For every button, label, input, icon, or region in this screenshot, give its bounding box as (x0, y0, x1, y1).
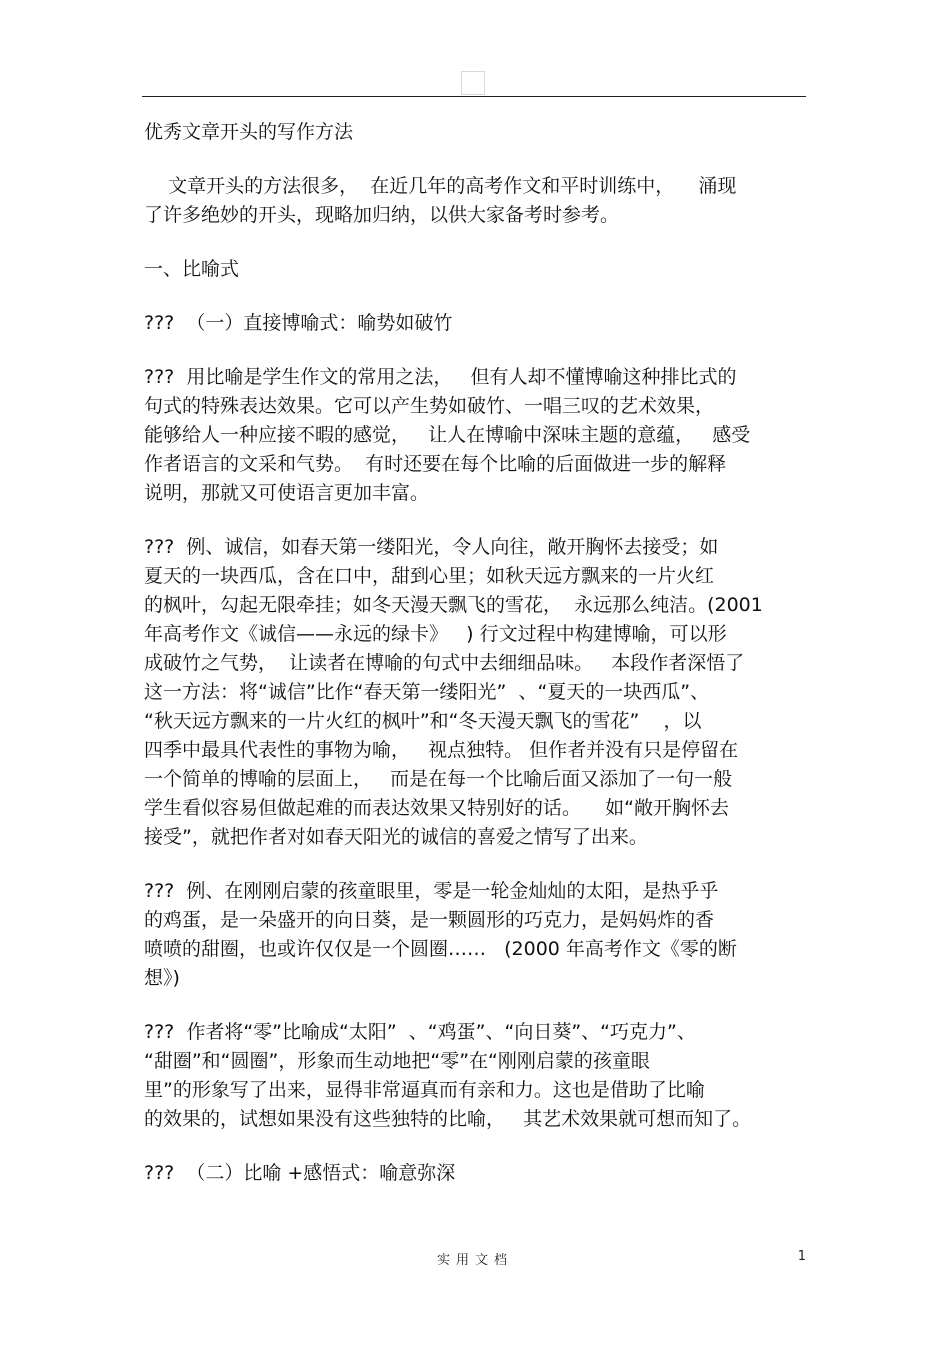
text-line: 四季中最具代表性的事物为喻， 视点独特。 但作者并没有只是停留在 (144, 739, 739, 761)
text-line: 作者语言的文采和气势。 有时还要在每个比喻的后面做进一步的解释 (144, 453, 727, 475)
text-line: ??? 作者将“零”比喻成“太阳” 、“鸡蛋”、“向日葵”、“巧克力”、 (144, 1021, 696, 1043)
document-title: 优秀文章开头的写作方法 (144, 121, 354, 143)
paragraph-example-2 (144, 877, 806, 993)
text-line: 的效果的，试想如果没有这些独特的比喻， 其艺术效果就可想而知了。 (144, 1108, 752, 1130)
paragraph-example-1 (144, 533, 806, 852)
paragraph-gap (144, 1134, 806, 1159)
text-line: 学生看似容易但做起难的而表达效果又特别好的话。 如“敞开胸怀去 (144, 797, 730, 819)
document-body (144, 118, 806, 1188)
paragraph-gap (144, 147, 806, 172)
text-line: ??? （一）直接博喻式：喻势如破竹 (144, 312, 453, 334)
text-line: 接受”，就把作者对如春天阳光的诚信的喜爱之情写了出来。 (144, 826, 648, 848)
text-line: 这一方法：将“诚信”比作“春天第一缕阳光” 、“夏天的一块西瓜”、 (144, 681, 710, 703)
paragraph-explanation-1 (144, 363, 806, 508)
paragraph-gap (144, 284, 806, 309)
paragraph-gap (144, 852, 806, 877)
text-line: 能够给人一种应接不暇的感觉， 让人在博喻中深味主题的意蕴， 感受 (144, 424, 751, 446)
text-line: 的枫叶，勾起无限牵挂；如冬天漫天飘飞的雪花， 永远那么纯洁。(2001 (144, 594, 763, 616)
text-line: 想》) (144, 967, 180, 989)
text-line: 喷喷的甜圈，也或许仅仅是一个圆圈…… (2000 年高考作文《零的断 (144, 938, 737, 960)
text-line: ??? （二）比喻 +感悟式：喻意弥深 (144, 1162, 456, 1184)
text-line: ??? 例、在刚刚启蒙的孩童眼里，零是一轮金灿灿的太阳，是热乎乎 (144, 880, 719, 902)
text-line: ??? 用比喻是学生作文的常用之法， 但有人却不懂博喻这种排比式的 (144, 366, 737, 388)
paragraph-analysis-2 (144, 1018, 806, 1134)
paragraph-gap (144, 230, 806, 255)
paragraph-intro (144, 172, 806, 230)
subsection-heading-2 (144, 1159, 806, 1188)
text-line: 年高考作文《诚信——永远的绿卡》 ) 行文过程中构建博喻，可以形 (144, 623, 727, 645)
text-line: “秋天远方飘来的一片火红的枫叶”和“冬天漫天飘飞的雪花” ，以 (144, 710, 702, 732)
text-line: 一、比喻式 (144, 258, 240, 280)
text-line: 说明，那就又可使语言更加丰富。 (144, 482, 430, 504)
text-line: 句式的特殊表达效果。它可以产生势如破竹、一唱三叹的艺术效果， (144, 395, 715, 417)
paragraph-gap (144, 508, 806, 533)
text-line: 里”的形象写了出来，显得非常逼真而有亲和力。这也是借助了比喻 (144, 1079, 705, 1101)
text-line: 文章开头的方法很多， 在近几年的高考作文和平时训练中， 涌现 (144, 175, 737, 197)
subsection-heading-1 (144, 309, 806, 338)
text-line: 成破竹之气势， 让读者在博喻的句式中去细细品味。 本段作者深悟了 (144, 652, 745, 674)
text-line: ??? 例、诚信，如春天第一缕阳光，令人向往，敞开胸怀去接受；如 (144, 536, 719, 558)
paragraph-gap (144, 338, 806, 363)
footer-label: 实用文档 (436, 1253, 513, 1268)
text-line: 了许多绝妙的开头，现略加归纳，以供大家备考时参考。 (144, 204, 620, 226)
text-line: 一个简单的博喻的层面上， 而是在每一个比喻后面又添加了一句一般 (144, 768, 733, 790)
header-image-placeholder (461, 71, 485, 95)
text-line: “甜圈”和“圆圈”，形象而生动地把“零”在“刚刚启蒙的孩童眼 (144, 1050, 650, 1072)
text-line: 夏天的一块西瓜，含在口中，甜到心里；如秋天远方飘来的一片火红 (144, 565, 715, 587)
page-number: 1 (797, 1249, 806, 1264)
section-heading-metaphor (144, 255, 806, 284)
header-rule (142, 96, 806, 97)
text-line: 的鸡蛋，是一朵盛开的向日葵，是一颗圆形的巧克力，是妈妈炸的香 (144, 909, 715, 931)
paragraph-gap (144, 993, 806, 1018)
